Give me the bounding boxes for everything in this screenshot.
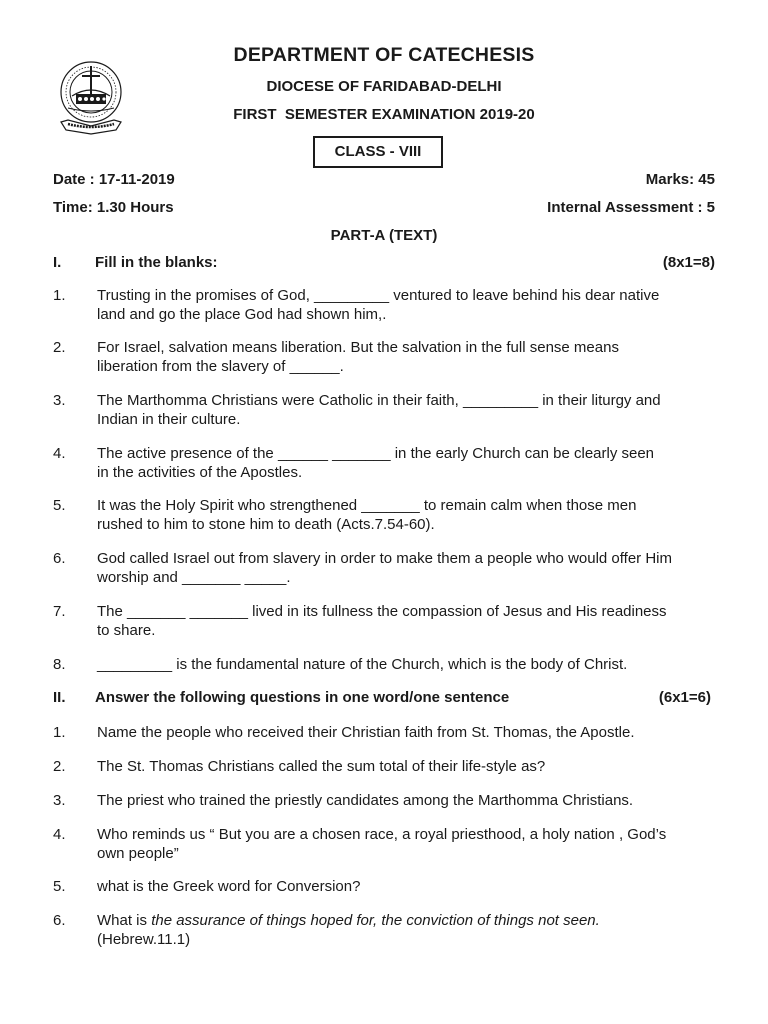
section-marks: (6x1=6) xyxy=(658,689,711,706)
question-item xyxy=(53,656,716,675)
question-line: Name the people who received their Christian faith from St. Thomas, the Apostle. xyxy=(97,724,635,741)
question-line: It was the Holy Spirit who strengthened _______ to remain calm when those men xyxy=(97,497,637,514)
question-number: 8. xyxy=(53,656,66,673)
question-line: The priest who trained the priestly candidates among the Marthomma Christians. xyxy=(97,792,634,809)
diocese-emblem-logo xyxy=(58,54,124,144)
exam-time: Time: 1.30 Hours xyxy=(53,199,174,216)
question-number: 3. xyxy=(53,392,66,409)
section-marks: (8x1=8) xyxy=(662,254,715,271)
question-number: 1. xyxy=(53,287,66,304)
question-line: The active presence of the ______ _______ in the early Church can be clearly seen xyxy=(97,445,655,462)
question-line: Who reminds us “ But you are a chosen race, a royal priesthood, a holy nation , God’s xyxy=(97,826,667,843)
question-line xyxy=(95,912,716,931)
internal-assessment: Internal Assessment : 5 xyxy=(547,199,715,216)
question-number: 6. xyxy=(53,912,66,929)
department-title: DEPARTMENT OF CATECHESIS xyxy=(233,44,535,66)
question-line: worship and _______ _____. xyxy=(97,568,291,586)
section-number: II. xyxy=(53,689,66,706)
question-line: rushed to him to stone him to death (Acts.7.54-60). xyxy=(97,515,435,533)
question-number: 5. xyxy=(53,497,66,514)
part-title: PART-A (TEXT) xyxy=(330,227,438,244)
question-number: 2. xyxy=(53,339,66,356)
section-title: Fill in the blanks: xyxy=(95,254,218,271)
question-number: 6. xyxy=(53,550,66,567)
question-number: 3. xyxy=(53,792,66,809)
question-item xyxy=(53,287,716,324)
question-item xyxy=(53,445,716,482)
question-line: what is the Greek word for Conversion? xyxy=(97,878,361,895)
question-item xyxy=(53,878,716,897)
diocese-name: DIOCESE OF FARIDABAD-DELHI xyxy=(266,78,502,95)
question-item xyxy=(53,912,716,949)
section-number: I. xyxy=(53,254,62,271)
question-line: The _______ _______ lived in its fullness the compassion of Jesus and His readiness xyxy=(97,603,667,620)
question-line: _________ is the fundamental nature of the Church, which is the body of Christ. xyxy=(97,656,628,673)
question-line: The St. Thomas Christians called the sum total of their life-style as? xyxy=(97,758,546,775)
question-item xyxy=(53,724,716,743)
question-item xyxy=(53,392,716,429)
question-item xyxy=(53,339,716,376)
question-number: 1. xyxy=(53,724,66,741)
exam-marks: Marks: 45 xyxy=(645,171,715,188)
emblem-icon xyxy=(58,54,124,144)
question-line: (Hebrew.11.1) xyxy=(97,930,191,948)
question-line: Trusting in the promises of God, _________ ventured to leave behind his dear native xyxy=(97,287,660,304)
question-line: liberation from the slavery of ______. xyxy=(97,357,344,375)
question-number: 5. xyxy=(53,878,66,895)
question-line: Indian in their culture. xyxy=(97,410,241,428)
question-text: What is xyxy=(97,912,152,929)
question-line: land and go the place God had shown him,. xyxy=(97,305,387,323)
question-line: The Marthomma Christians were Catholic in their faith, _________ in their liturgy and xyxy=(97,392,661,409)
question-line: own people” xyxy=(97,844,179,862)
quoted-scripture: the assurance of things hoped for, the conviction of things not seen. xyxy=(151,912,600,929)
question-number: 7. xyxy=(53,603,66,620)
question-item xyxy=(53,758,716,777)
question-line: For Israel, salvation means liberation. But the salvation in the full sense means xyxy=(97,339,619,356)
section-title: Answer the following questions in one word/one sentence xyxy=(95,689,510,706)
exam-title: FIRST SEMESTER EXAMINATION 2019-20 xyxy=(233,106,535,123)
question-item xyxy=(53,792,716,811)
question-item xyxy=(53,826,716,863)
class-box: CLASS - VIII xyxy=(313,136,443,168)
question-number: 4. xyxy=(53,445,66,462)
question-line: God called Israel out from slavery in order to make them a people who would offer Him xyxy=(97,550,672,567)
question-item xyxy=(53,550,716,587)
exam-date: Date : 17-11-2019 xyxy=(53,171,175,188)
question-item xyxy=(53,603,716,640)
question-item xyxy=(53,497,716,534)
question-line: to share. xyxy=(97,621,156,639)
question-number: 2. xyxy=(53,758,66,775)
question-line: in the activities of the Apostles. xyxy=(97,463,303,481)
question-number: 4. xyxy=(53,826,66,843)
